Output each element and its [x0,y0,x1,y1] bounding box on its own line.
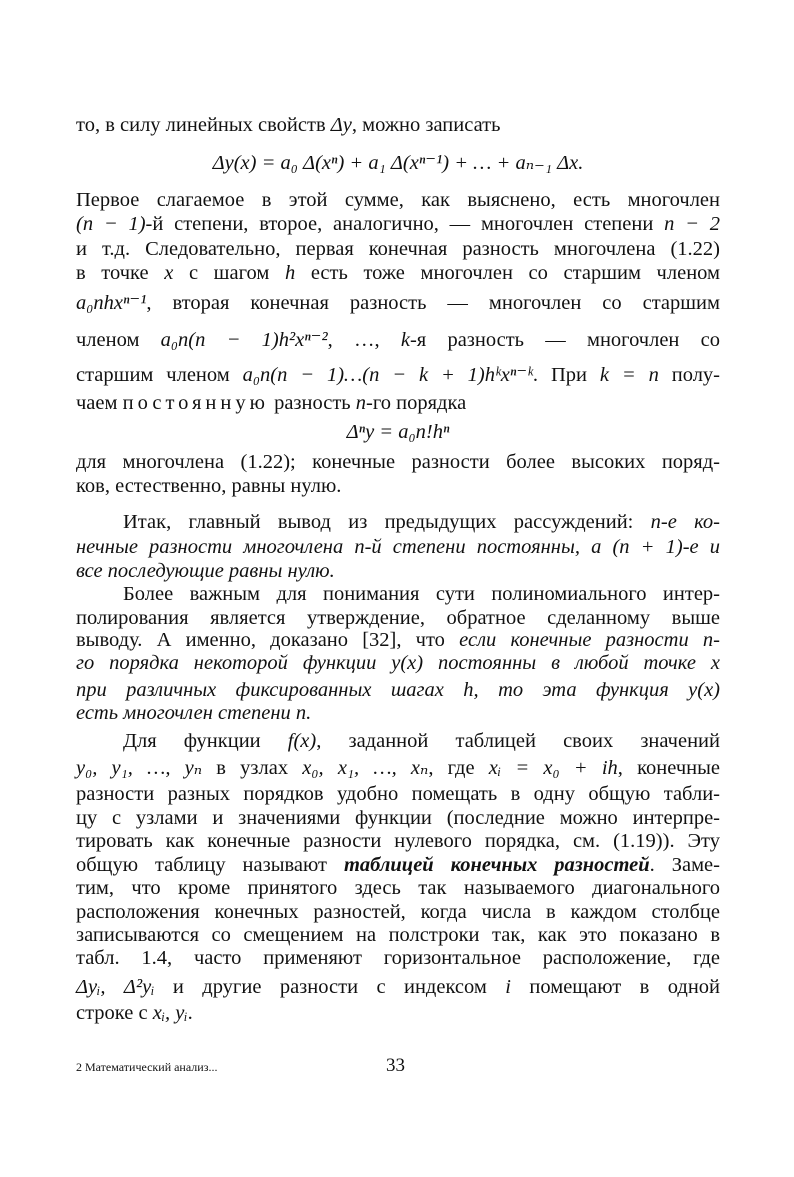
text-segment: тировать как конечные разности нулевого порядка, см. (1.19)). Эту [76,830,720,852]
math-or-italic-text: f(x) [287,730,317,752]
math-or-italic-text: a₀n(n − 1)…(n − k + 1)hᵏxⁿ⁻ᵏ [242,364,533,386]
text-segment: -й степени, второе, аналогично, — многочлен степени [145,213,665,235]
text-line [76,806,720,830]
math-or-italic-text: k = n [599,364,659,386]
math-or-italic-text: xᵢ = x₀ + ih [488,757,618,779]
text-line [76,606,720,630]
text-segment: чаем [76,392,123,414]
text-line [76,701,720,725]
text-segment: разность [268,392,356,414]
bold-term: таблицей конечных разностей [343,854,650,876]
text-segment: цу с узлами и значениями функции (последние можно интерпре- [76,807,720,829]
math-or-italic-text: нечные разности многочлена n-й степени постоянны, а (n + 1)-е и [76,536,720,558]
text-line [76,113,720,137]
text-line [76,559,720,583]
text-segment: -я разность — многочлен со [409,329,720,351]
text-segment: в точке [76,262,165,284]
text-line [76,363,720,387]
text-segment: то, в силу линейных свойств [76,114,331,136]
text-segment: полу- [658,364,721,386]
text-segment: , конечные [617,757,720,779]
text-line [76,946,720,970]
text-line [76,510,720,534]
math-or-italic-text: x [164,262,174,284]
text-segment: и т.д. Следовательно, первая конечная разность многочлена (1.22) [76,238,720,260]
math-or-italic-text: i [505,976,511,998]
text-line [76,853,720,877]
text-segment: полирования является утверждение, обратное сделанному выше [76,607,720,629]
text-segment: есть тоже многочлен со старшим членом [295,262,720,284]
math-or-italic-text: есть многочлен степени n. [76,702,312,724]
math-or-italic-text: n-е ко- [650,511,721,533]
text-segment: Для функции [123,730,288,752]
text-segment: для многочлена (1.22); конечные разности более высоких поряд- [76,451,720,473]
page-number: 33 [386,1055,405,1076]
text-line [76,829,720,853]
text-segment: членом [76,329,161,351]
math-or-italic-text: xᵢ, yᵢ [152,1002,188,1024]
text-line [76,474,720,498]
text-segment: старшим членом [76,364,243,386]
text-line [76,450,720,474]
math-or-italic-text: a₀n(n − 1)h²xⁿ⁻² [160,329,328,351]
text-segment: , …, [327,329,401,351]
math-or-italic-text: (n − 1) [76,213,146,235]
text-segment: тим, что кроме принятого здесь так называемого диагонального [76,877,720,899]
text-segment: Более важным для понимания сути полиномиального интер- [123,583,720,605]
text-line [76,729,720,753]
text-segment: , заданной таблицей своих значений [316,730,720,752]
text-segment: табл. 1.4, часто применяют горизонтальное расположение, где [76,947,720,969]
text-segment: -го порядка [366,392,467,414]
text-segment: . [187,1002,193,1024]
text-line [76,900,720,924]
math-or-italic-text: n [355,392,367,414]
text-segment: , где [428,757,489,779]
text-segment: общую таблицу называют [76,854,344,876]
text-segment: выводу. А именно, доказано [32], что [76,629,460,651]
text-segment: разности разных порядков удобно помещать в одну общую табли- [76,783,720,805]
math-or-italic-text: y₀, y₁, …, yₙ [76,757,203,779]
text-line [76,756,720,780]
text-segment: . При [532,364,600,386]
text-line [76,678,720,702]
text-segment: и другие разности с индексом [154,976,506,998]
math-or-italic-text: a₀nhxⁿ⁻¹ [76,292,147,314]
text-line [76,212,720,236]
text-segment: постоянную [122,392,269,414]
text-line [76,328,720,352]
math-or-italic-text: при различных фиксированных шагах h, то эта функция y(x) [76,679,720,701]
text-segment: расположения конечных разностей, когда числа в каждом столбце [76,901,720,923]
text-line [76,582,720,606]
math-or-italic-text: x₀, x₁, …, xₙ [302,757,429,779]
text-segment: в узлах [202,757,303,779]
math-or-italic-text: го порядка некоторой функции y(x) постоянны в любой точке x [76,652,720,674]
text-segment: Итак, главный вывод из предыдущих рассуждений: [123,511,651,533]
text-segment: с шагом [173,262,285,284]
formula-first-difference [76,151,720,175]
formula-nth-difference [76,420,720,444]
text-segment: Первое слагаемое в этой сумме, как выяснено, есть многочлен [76,189,720,211]
text-segment: . Заме- [649,854,720,876]
text-line [76,1001,720,1025]
text-line [76,237,720,261]
text-segment: , можно записать [351,114,501,136]
math-or-italic-text: Δy [330,114,352,136]
text-line [76,535,720,559]
text-segment: записываются со смещением на полстроки так, как это показано в [76,924,720,946]
math-or-italic-text: n − 2 [664,213,720,235]
text-segment: помещают в одной [510,976,721,998]
text-line [76,391,720,415]
text-line [76,261,720,285]
text-line [76,782,720,806]
text-segment: ков, естественно, равны нулю. [76,475,342,497]
text-line [76,291,720,315]
math-or-italic-text: h [284,262,296,284]
text-line [76,975,720,999]
math-or-italic-text: если конечные разности n- [459,629,720,651]
text-segment: , вторая конечная разность — многочлен со старшим [146,292,720,314]
text-line [76,188,720,212]
math-or-italic-text: Δy(x) = a₀ Δ(xⁿ) + a₁ Δ(xⁿ⁻¹) + … + aₙ₋₁ Δx. [212,152,584,174]
math-or-italic-text: Δyᵢ, Δ²yᵢ [76,976,155,998]
math-or-italic-text: k [400,329,410,351]
math-or-italic-text: Δⁿy = a₀n!hⁿ [346,421,450,443]
text-line [76,651,720,675]
math-or-italic-text: все последующие равны нулю. [76,560,335,582]
text-line [76,628,720,652]
text-segment: строке с [76,1002,153,1024]
text-line [76,923,720,947]
footer-book-title: 2 Математический анализ... [76,1060,218,1074]
text-line [76,876,720,900]
